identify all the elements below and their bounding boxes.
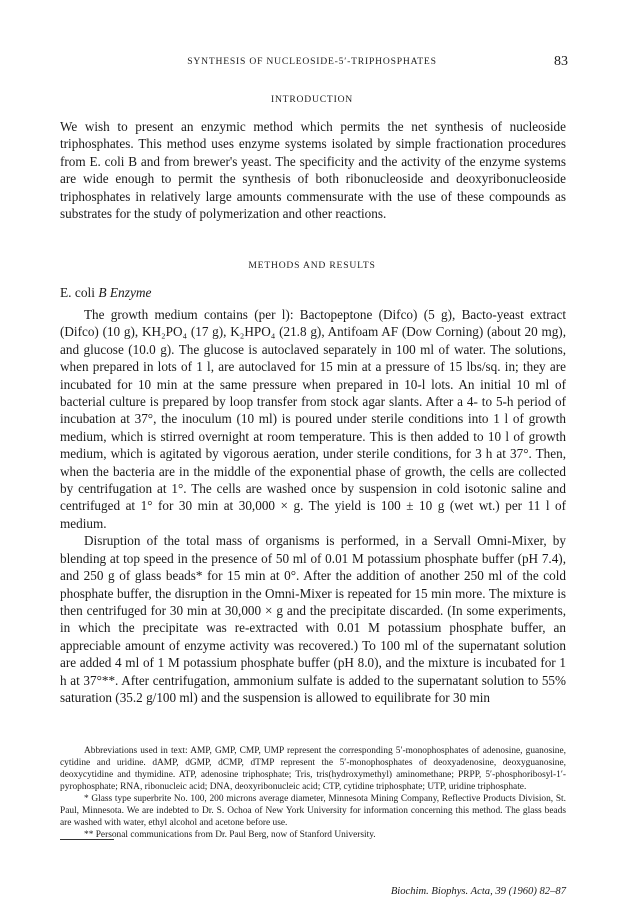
introduction-heading: INTRODUCTION	[270, 94, 354, 105]
subsection-heading-enzyme: B Enzyme	[98, 285, 152, 300]
subsection-heading-organism: E. coli	[60, 285, 95, 300]
running-title: SYNTHESIS OF NUCLEOSIDE-5′-TRIPHOSPHATES	[187, 56, 437, 67]
methods-paragraph-growth: The growth medium contains (per l): Bactopeptone (Difco) (5 g), Bacto-yeast extract (Difco) (10 g), KH₂PO₄ (17 g), K₂HPO₄ (21.8 g), Antifoam AF (Dow Corning) (about 20 mg), and glucose (10.0 g). The glucose is autoclaved separately in 100 ml of water. The solutions, when prepared in lots of 1 l, are autoclaved for 15 min at a pressure of 15 lbs/sq. in; they are incubated for 10 min at the same pressure when prepared in 10-l lots. An initial 10 ml of bacterial culture is prepared by loop transfer from stock agar slants. After a 4- to 5-h period of incubation at 37°, the inoculum (10 ml) is poured under sterile conditions into 1 l of growth medium, which is stirred overnight at room temperature. This is then added to 10 l of growth medium, which is agitated by vigorous aeration, under sterile conditions, for 3 h at 37°. Then, when the bacteria are in the middle of the exponential phase of growth, the cells are collected by centrifugation at 1°. The cells are washed once by suspension in cold isotonic saline and centrifuged at 1° for 30 min at 30,000 × g. The yield is 100 ± 10 g (wet wt.) per 11 l of medium.	[60, 307, 566, 531]
footnote-abbreviations: Abbreviations used in text: AMP, GMP, CMP, UMP represent the corresponding 5′-monophosphates of adenosine, guanosine, cytidine and uridine. dAMP, dGMP, dCMP, dTMP represent the 5′-monophosphates of deoxyadenosine, deoxyguanosine, deoxycytidine and thymidine. ATP, adenosine triphosphate; Tris, tris(hydroxymethyl) aminomethane; PRPP, 5′-phosphoribosyl-1′-pyrophosphate; RNA, ribonucleic acid; DNA, deoxyribonucleic acid; CTP, cytidine triphosphate; UTP, uridine triphosphate.	[60, 746, 566, 792]
journal-citation: Biochim. Biophys. Acta, 39 (1960) 82–87	[390, 886, 566, 897]
footnote-glass-beads: * Glass type superbrite No. 100, 200 microns average diameter, Minnesota Mining Company, Reflective Products Division, St. Paul, Minnesota. We are indebted to Dr. S. Ochoa of New York University for information concerning this method. The glass beads are washed with water, ethyl alcohol and acetone before use.	[60, 794, 566, 828]
subsection-heading	[60, 285, 152, 301]
page-number: 83	[554, 54, 568, 69]
methods-body	[60, 306, 566, 706]
footnote-personal-communication: ** Personal communications from Dr. Paul Berg, now of Stanford University.	[84, 830, 376, 840]
methods-heading: METHODS AND RESULTS	[248, 260, 376, 271]
methods-paragraph-disruption: Disruption of the total mass of organisms is performed, in a Servall Omni-Mixer, by blending at top speed in the presence of 50 ml of 0.01 M potassium phosphate buffer (pH 7.4), and 250 g of glass beads* for 15 min at 0°. After the addition of another 250 ml of the cold phosphate buffer, the disruption in the Omni-Mixer is repeated for 15 min more. The mixture is then centrifuged for 30 min at 30,000 × g and the precipitate discarded. (In some experiments, in which the precipitate was re-extracted with 0.01 M potassium phosphate buffer, an appreciable amount of enzyme activity was recovered.) To 100 ml of the supernatant solution are added 4 ml of 1 M potassium phosphate buffer (pH 8.0), and the mixture is incubated for 1 h at 37°**. After centrifugation, ammonium sulfate is added to the supernatant solution to 55% saturation (35.2 g/100 ml) and the suspension is allowed to equilibrate for 30 min	[60, 533, 566, 705]
introduction-body	[60, 118, 566, 222]
introduction-paragraph: We wish to present an enzymic method which permits the net synthesis of nucleoside triphosphates. This method uses enzyme systems isolated by simple fractionation procedures from E. coli B and from brewer's yeast. The specificity and the activity of the enzyme systems are wide enough to permit the synthesis of both ribonucleoside and deoxyribonucleoside triphosphates in relatively large amounts commensurate with the use of these compounds as substrates for the study of polymerization and other reactions.	[60, 119, 566, 222]
footnotes	[60, 745, 566, 841]
